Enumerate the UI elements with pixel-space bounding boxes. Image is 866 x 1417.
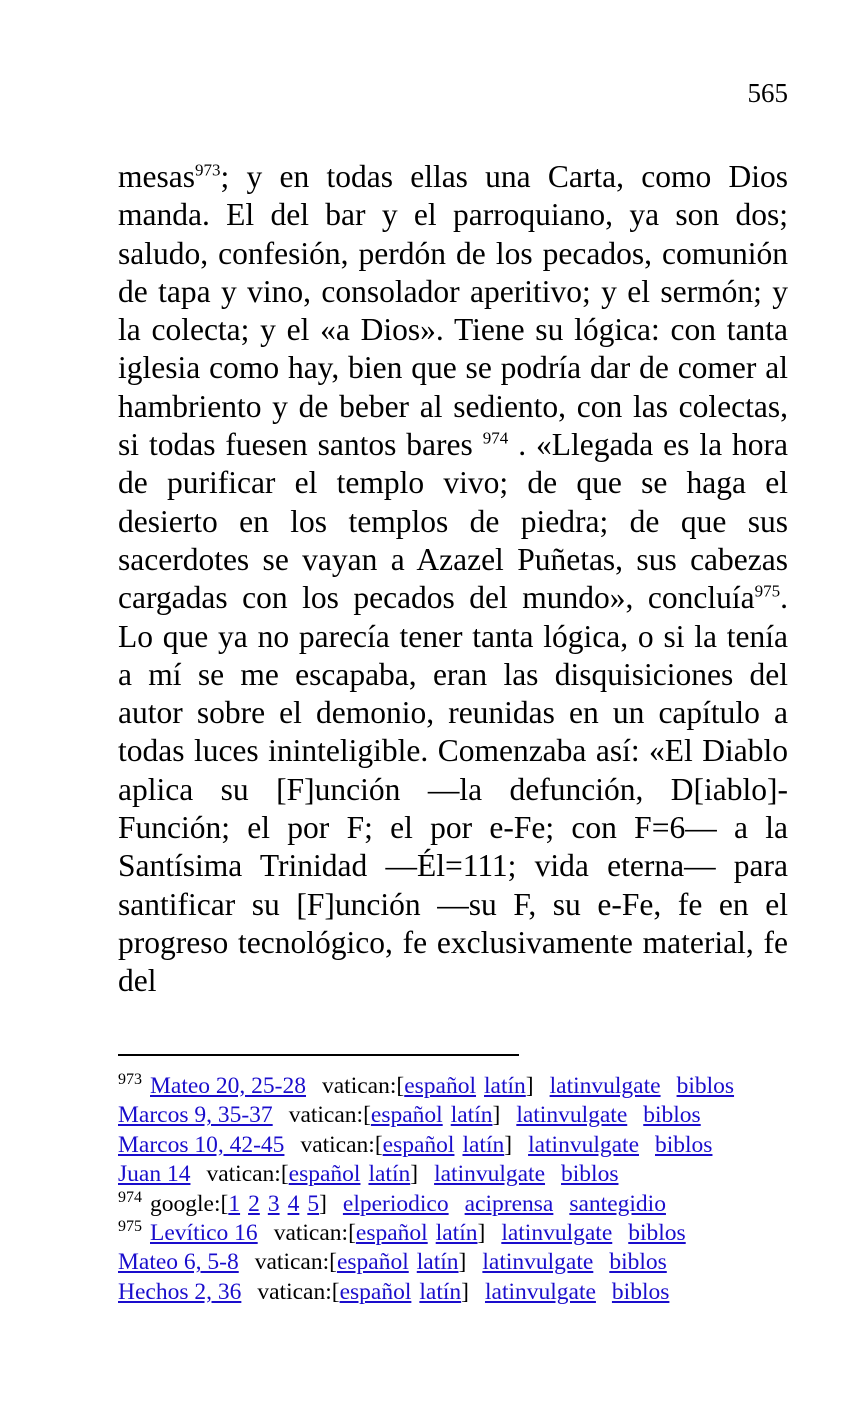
latinvulgate-link[interactable]: latinvulgate <box>434 1161 546 1188</box>
footnote-line <box>118 1278 808 1307</box>
footnote-line <box>118 1131 808 1160</box>
google-link-2[interactable]: 2 <box>248 1190 260 1217</box>
vatican-label: vatican:[ <box>300 1131 383 1158</box>
ref-link[interactable]: Juan 14 <box>118 1161 191 1188</box>
body-text-part-4: . Lo que ya no parecía tener tanta lógica, o si la tenía a mí se me escapaba, eran las disquisiciones del autor sobre el demonio, reunidas en un capítulo a todas luces ininteligible. Comenzaba así: «El Diablo aplica su [F]unción —la defunción, D[iablo]-Función; el por F; el por e-Fe; con F=6— a la Santísima Trinidad —Él=111; vida eterna— para santificar su [F]unción —su F, su e-Fe, fe en el progreso tecnológico, fe exclusivamente material, fe del <box>118 580 788 999</box>
footnote-ref-973: 973 <box>194 160 221 180</box>
ref-link[interactable]: Hechos 2, 36 <box>118 1278 242 1305</box>
google-link-4[interactable]: 4 <box>287 1190 300 1217</box>
latinvulgate-link[interactable]: latinvulgate <box>528 1131 639 1158</box>
latin-link[interactable]: latín <box>416 1249 459 1276</box>
biblos-link[interactable]: biblos <box>643 1102 701 1129</box>
elperiodico-link[interactable]: elperiodico <box>342 1190 449 1217</box>
ref-link[interactable]: Marcos 9, 35-37 <box>118 1102 273 1129</box>
biblos-link[interactable]: biblos <box>609 1249 667 1276</box>
espanol-link[interactable]: español <box>339 1278 412 1305</box>
espanol-link[interactable]: español <box>336 1249 409 1276</box>
footnote-number-973: 973 <box>118 1071 142 1089</box>
bracket-close: ] <box>477 1220 486 1247</box>
footnote-ref-975: 975 <box>754 581 781 601</box>
vatican-label: vatican:[ <box>322 1073 405 1099</box>
ref-link[interactable]: Marcos 10, 42-45 <box>118 1131 285 1158</box>
vatican-label: vatican:[ <box>206 1161 289 1188</box>
bracket-close: ] <box>492 1102 501 1129</box>
latin-link[interactable]: latín <box>435 1220 478 1247</box>
bracket-close: ] <box>458 1249 467 1276</box>
latin-link[interactable]: latín <box>419 1278 462 1305</box>
google-label: google:[ <box>150 1190 229 1217</box>
body-text-part-3: . «Llegada es la hora de purificar el templo vivo; de que se haga el desierto en los templos de piedra; de que sus sacerdotes se vayan a Azazel Puñetas, sus cabezas cargadas con los pecados del mundo», concluía <box>118 427 789 616</box>
footnotes <box>118 1072 808 1307</box>
bracket-close: ] <box>525 1073 534 1099</box>
biblos-link[interactable]: biblos <box>561 1161 619 1188</box>
body-text-part-1: mesas <box>118 159 195 194</box>
footnote-line <box>118 1219 808 1248</box>
footnote-number-974: 974 <box>118 1188 142 1206</box>
body-text-part-2: ; y en todas ellas una Carta, como Dios manda. El del bar y el parroquiano, ya son dos; saludo, confesión, perdón de los pecados, comunión de tapa y vino, consolador aperitivo; y el sermón; y la colecta; y el «a Dios». Tiene su lógica: con tanta iglesia como hay, bien que se podría dar de comer al hambriento y de beber al sediento, con las colectas, si todas fuesen santos bares <box>118 159 788 463</box>
latin-link[interactable]: latín <box>484 1073 526 1099</box>
latin-link[interactable]: latín <box>462 1131 505 1158</box>
footnote-ref-974: 974 <box>482 428 509 448</box>
biblos-link[interactable]: biblos <box>655 1131 713 1158</box>
santegidio-link[interactable]: santegidio <box>569 1190 666 1217</box>
biblos-link[interactable]: biblos <box>611 1278 670 1305</box>
latinvulgate-link[interactable]: latinvulgate <box>482 1249 594 1276</box>
espanol-link[interactable]: español <box>288 1161 361 1188</box>
vatican-label: vatican:[ <box>254 1249 337 1276</box>
aciprensa-link[interactable]: aciprensa <box>464 1190 554 1217</box>
latin-link[interactable]: latín <box>368 1161 411 1188</box>
body-paragraph <box>118 158 788 1001</box>
espanol-link[interactable]: español <box>382 1131 455 1158</box>
espanol-link[interactable]: español <box>355 1220 428 1247</box>
vatican-label: vatican:[ <box>257 1278 340 1305</box>
footnote-line <box>118 1190 808 1219</box>
google-link-1[interactable]: 1 <box>228 1190 241 1217</box>
latinvulgate-link[interactable]: latinvulgate <box>501 1220 613 1247</box>
ref-link[interactable]: Mateo 6, 5-8 <box>118 1249 239 1276</box>
google-link-3[interactable]: 3 <box>267 1190 280 1217</box>
latinvulgate-link[interactable]: latinvulgate <box>484 1278 596 1305</box>
latinvulgate-link[interactable]: latinvulgate <box>516 1102 628 1129</box>
footnote-line <box>118 1248 808 1277</box>
footnote-line <box>118 1101 808 1130</box>
footnote-line <box>118 1072 808 1101</box>
google-link-5[interactable]: 5 <box>307 1190 320 1217</box>
bracket-close: ] <box>410 1161 419 1188</box>
latin-link[interactable]: latín <box>450 1102 493 1129</box>
bracket-close: ] <box>504 1131 513 1158</box>
latinvulgate-link[interactable]: latinvulgate <box>549 1073 661 1099</box>
footnote-number-975: 975 <box>118 1218 142 1236</box>
bracket-close: ] <box>461 1278 469 1305</box>
footnote-line <box>118 1160 808 1189</box>
vatican-label: vatican:[ <box>288 1102 371 1129</box>
bracket-close: ] <box>319 1190 327 1217</box>
footnote-separator <box>118 1054 519 1056</box>
biblos-link[interactable]: biblos <box>676 1073 735 1099</box>
espanol-link[interactable]: español <box>404 1073 477 1099</box>
biblos-link[interactable]: biblos <box>628 1220 686 1247</box>
ref-link[interactable]: Mateo 20, 25-28 <box>150 1073 306 1099</box>
vatican-label: vatican:[ <box>273 1220 356 1247</box>
ref-link[interactable]: Levítico 16 <box>150 1220 258 1247</box>
espanol-link[interactable]: español <box>370 1102 443 1129</box>
page-number: 565 <box>747 78 788 108</box>
